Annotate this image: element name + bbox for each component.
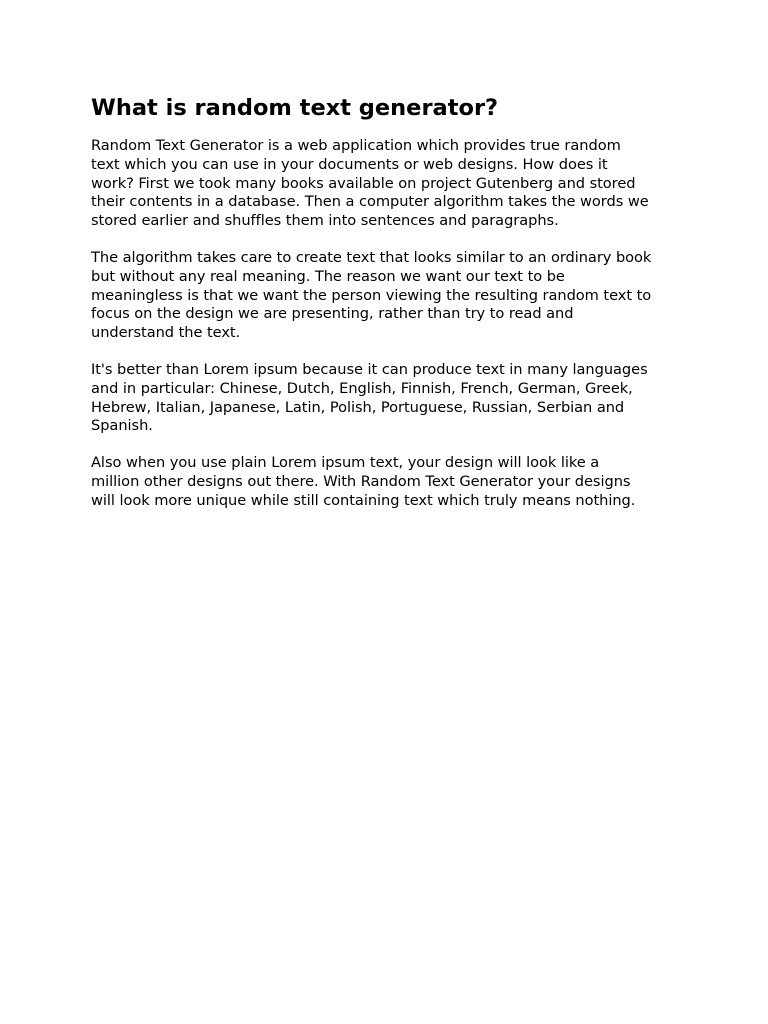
page-title: What is random text generator? xyxy=(91,95,499,121)
paragraph-line: focus on the design we are presenting, rather than try to read and xyxy=(91,305,574,323)
paragraph-line: million other designs out there. With Random Text Generator your designs xyxy=(91,472,631,490)
paragraph-line: It's better than Lorem ipsum because it can produce text in many languages xyxy=(91,360,648,378)
paragraph-line: and in particular: Chinese, Dutch, English, Finnish, French, German, Greek, xyxy=(91,379,633,397)
paragraph-line: but without any real meaning. The reason we want our text to be xyxy=(91,267,565,285)
paragraph-line: stored earlier and shuffles them into sentences and paragraphs. xyxy=(91,212,559,230)
paragraph-3 xyxy=(91,361,691,436)
paragraph-4 xyxy=(91,454,691,510)
document-page xyxy=(91,94,691,529)
paragraph-1 xyxy=(91,137,691,231)
paragraph-line: will look more unique while still containing text which truly means nothing. xyxy=(91,491,636,509)
paragraph-line: The algorithm takes care to create text that looks similar to an ordinary book xyxy=(91,248,652,266)
paragraph-line: text which you can use in your documents or web designs. How does it xyxy=(91,155,608,173)
paragraph-line: their contents in a database. Then a computer algorithm takes the words we xyxy=(91,193,649,211)
paragraph-line: Also when you use plain Lorem ipsum text, your design will look like a xyxy=(91,454,600,472)
paragraph-2 xyxy=(91,249,691,343)
paragraph-line: understand the text. xyxy=(91,324,241,342)
paragraph-line: meaningless is that we want the person viewing the resulting random text to xyxy=(91,286,652,304)
paragraph-line: work? First we took many books available on project Gutenberg and stored xyxy=(91,174,636,192)
paragraph-line: Spanish. xyxy=(91,417,153,435)
paragraph-line: Random Text Generator is a web application which provides true random xyxy=(91,137,621,154)
paragraph-line: Hebrew, Italian, Japanese, Latin, Polish, Portuguese, Russian, Serbian and xyxy=(91,398,625,416)
